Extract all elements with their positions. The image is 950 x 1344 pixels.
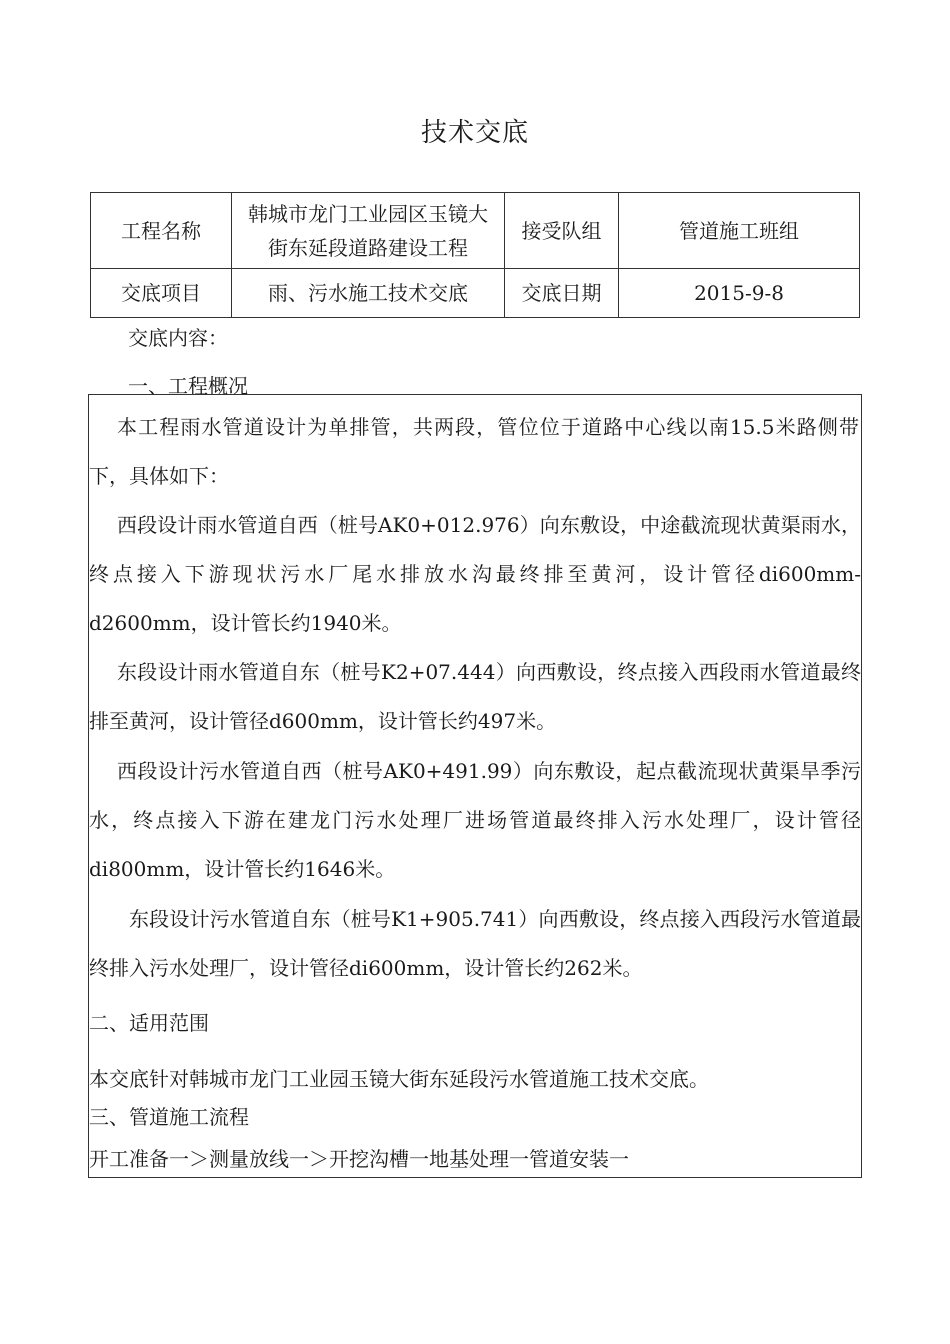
document-title: 技术交底 — [420, 118, 529, 148]
section1-heading: 一、工程概况 — [128, 374, 248, 398]
content-label: 交底内容： — [128, 326, 228, 350]
date-label: 交底日期 — [521, 281, 602, 305]
paragraph-2: 西段设计雨水管道自西（桩号AK0+012.976）向东敷设，中途截流现状黄渠雨水，终点接入下游现状污水厂尾水排放水沟最终排至黄河，设计管径di600mm-d2600mm，设计管长约1940米。 — [89, 513, 861, 635]
section2-heading: 二、适用范围 — [89, 1011, 209, 1035]
project-name-value: 韩城市龙门工业园区玉镜大街东延段道路建设工程 — [248, 201, 488, 260]
item-value: 雨、污水施工技术交底 — [268, 281, 468, 305]
paragraph-1: 本工程雨水管道设计为单排管，共两段，管位位于道路中心线以南15.5米路侧带下，具体如下： — [89, 415, 859, 488]
paragraph-4: 西段设计污水管道自西（桩号AK0+491.99）向东敷设，起点截流现状黄渠旱季污水，终点接入下游在建龙门污水处理厂进场管道最终排入污水处理厂，设计管径di800mm，设计管长约1646米。 — [89, 759, 861, 881]
content-box — [88, 394, 862, 1178]
paragraph-5: 东段设计污水管道自东（桩号K1+905.741）向西敷设，终点接入西段污水管道最终排入污水处理厂，设计管径di600mm，设计管长约262米。 — [89, 907, 861, 980]
paragraph-3: 东段设计雨水管道自东（桩号K2+07.444）向西敷设，终点接入西段雨水管道最终排至黄河，设计管径d600mm，设计管长约497米。 — [89, 660, 861, 733]
receiving-team-value: 管道施工班组 — [679, 218, 799, 243]
item-label: 交底项目 — [121, 281, 201, 305]
header-table — [90, 192, 860, 318]
section2-text: 本交底针对韩城市龙门工业园玉镜大街东延段污水管道施工技术交底。 — [89, 1067, 709, 1091]
section3-heading: 三、管道施工流程 — [89, 1105, 249, 1129]
receiving-team-label: 接受队组 — [521, 218, 602, 243]
date-value: 2015-9-8 — [694, 281, 784, 305]
section3-text: 开工准备一＞测量放线一＞开挖沟槽一地基处理一管道安装一 — [89, 1147, 629, 1171]
project-name-label: 工程名称 — [121, 218, 201, 243]
